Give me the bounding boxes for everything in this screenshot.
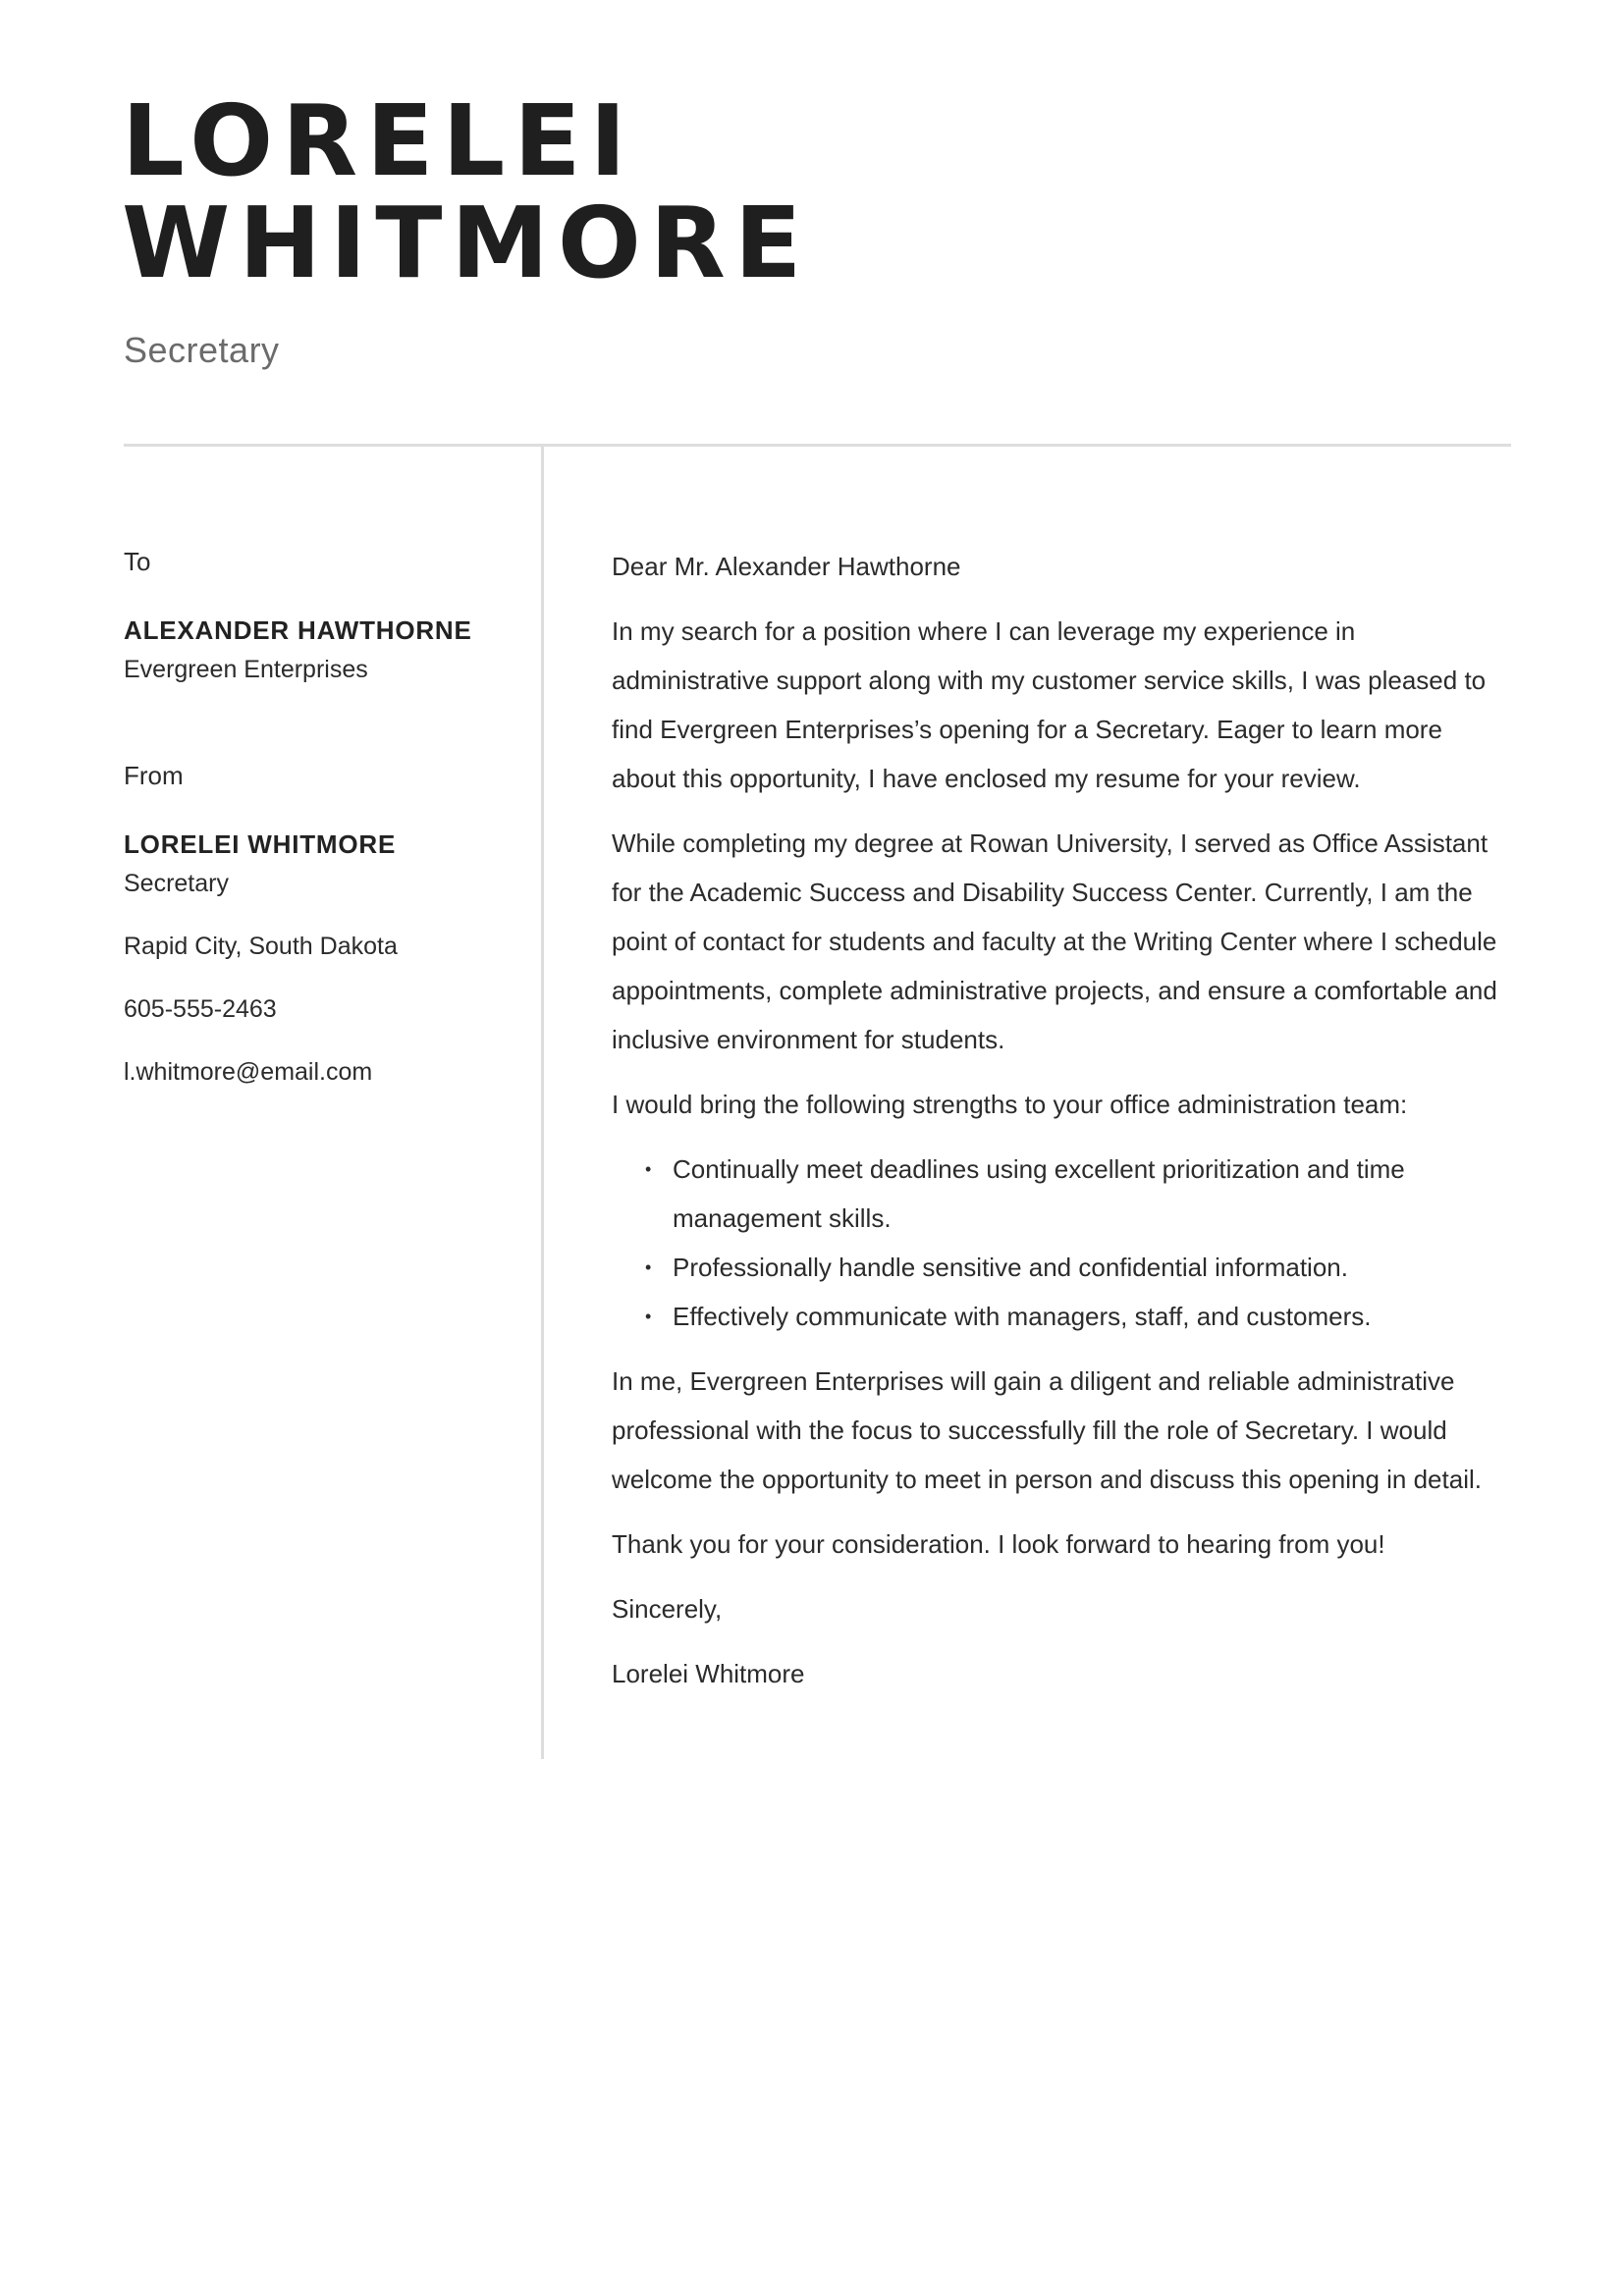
salutation: Dear Mr. Alexander Hawthorne (612, 552, 961, 581)
name-line-last: WHITMORE (122, 186, 811, 300)
header-divider (124, 444, 1511, 447)
closing: Sincerely, (612, 1594, 723, 1624)
sender-location: Rapid City, South Dakota (124, 933, 398, 960)
recipient-name: ALEXANDER HAWTHORNE (124, 615, 472, 645)
list-item-text: Effectively communicate with managers, staff, and customers. (673, 1302, 1372, 1331)
bullet-icon: • (645, 1159, 652, 1179)
paragraph-thanks: Thank you for your consideration. I look forward to hearing from you! (612, 1529, 1385, 1559)
applicant-name (122, 83, 811, 300)
paragraph-intro: In my search for a position where I can leverage my experience in administrative support along with my customer service skills, I was pleased to find Evergreen Enterprises’s opening for a Secretary. Eager to learn more about this opportunity, I have enclosed my resume for your review. (612, 616, 1487, 793)
list-item (645, 1243, 1513, 1292)
letter-body (612, 542, 1513, 1714)
column-divider (541, 447, 544, 1759)
job-title: Secretary (124, 330, 280, 370)
recipient-company: Evergreen Enterprises (124, 656, 368, 683)
sender-email: l.whitmore@email.com (124, 1058, 373, 1086)
list-item (645, 1145, 1513, 1243)
list-item-text: Professionally handle sensitive and confidential information. (673, 1253, 1348, 1282)
sender-name: LORELEI WHITMORE (124, 829, 397, 859)
strengths-list (612, 1145, 1513, 1341)
to-label: To (124, 547, 151, 576)
bullet-icon: • (645, 1257, 652, 1277)
paragraph-strengths-intro: I would bring the following strengths to your office administration team: (612, 1090, 1408, 1119)
signature: Lorelei Whitmore (612, 1659, 805, 1688)
list-item (645, 1292, 1513, 1341)
list-item-text: Continually meet deadlines using excellent prioritization and time management skills. (673, 1154, 1405, 1233)
paragraph-value: In me, Evergreen Enterprises will gain a diligent and reliable administrative professional with the focus to successfully fill the role of Secretary. I would welcome the opportunity to meet in person and discuss this opening in detail. (612, 1366, 1482, 1494)
sidebar (124, 542, 516, 1092)
bullet-icon: • (645, 1307, 652, 1326)
paragraph-experience: While completing my degree at Rowan University, I served as Office Assistant for the Academic Success and Disability Success Center. Currently, I am the point of contact for students and faculty at the Writing Center where I schedule appointments, complete administrative projects, and ensure a comfortable and inclusive environment for students. (612, 828, 1497, 1054)
name-line-first: LORELEI (122, 83, 635, 198)
from-label: From (124, 761, 184, 790)
sender-title: Secretary (124, 870, 229, 897)
sender-phone: 605-555-2463 (124, 995, 277, 1023)
